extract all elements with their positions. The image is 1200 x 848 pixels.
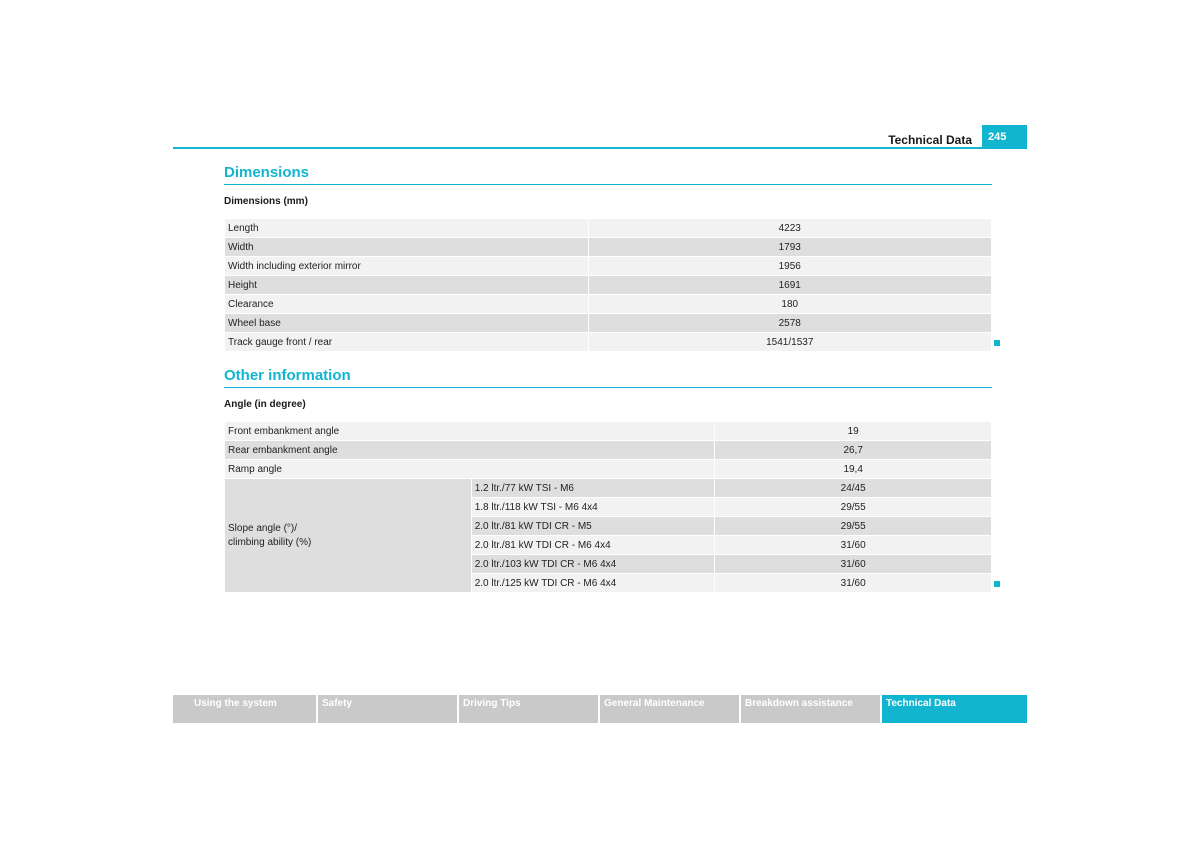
table-title-angle: Angle (in degree) xyxy=(224,399,306,410)
row-value: 180 xyxy=(588,295,991,314)
row-label: Clearance xyxy=(225,295,589,314)
row-value: 19,4 xyxy=(715,460,992,479)
section-heading-other-information: Other information xyxy=(224,367,351,384)
row-value: 1691 xyxy=(588,276,991,295)
nav-tab-safety[interactable]: Safety xyxy=(318,695,457,723)
table-row xyxy=(225,314,992,333)
engine-label: 2.0 ltr./81 kW TDI CR - M6 4x4 xyxy=(471,536,715,555)
row-label: Width including exterior mirror xyxy=(225,257,589,276)
chapter-nav xyxy=(173,695,1027,723)
slope-label-line2: climbing ability (%) xyxy=(228,536,312,548)
nav-tab-general-maintenance[interactable]: General Maintenance xyxy=(600,695,739,723)
table-row xyxy=(225,238,992,257)
section-rule xyxy=(224,184,992,185)
table-row xyxy=(225,276,992,295)
engine-label: 2.0 ltr./103 kW TDI CR - M6 4x4 xyxy=(471,555,715,574)
row-value: 4223 xyxy=(588,219,991,238)
row-value: 31/60 xyxy=(715,574,992,593)
row-value: 26,7 xyxy=(715,441,992,460)
dimensions-table xyxy=(224,218,992,352)
row-value: 1793 xyxy=(588,238,991,257)
row-label: Width xyxy=(225,238,589,257)
table-row xyxy=(225,460,992,479)
row-value: 31/60 xyxy=(715,536,992,555)
chapter-title: Technical Data xyxy=(888,133,972,147)
row-value: 19 xyxy=(715,422,992,441)
table-row xyxy=(225,219,992,238)
row-label: Length xyxy=(225,219,589,238)
row-value: 29/55 xyxy=(715,498,992,517)
table-row xyxy=(225,441,992,460)
nav-tab-technical-data[interactable]: Technical Data xyxy=(882,695,1027,723)
engine-label: 1.2 ltr./77 kW TSI - M6 xyxy=(471,479,715,498)
slope-label-line1: Slope angle (°)/ xyxy=(228,522,298,534)
row-value: 24/45 xyxy=(715,479,992,498)
row-value: 2578 xyxy=(588,314,991,333)
section-end-marker xyxy=(994,581,1000,587)
page-number: 245 xyxy=(982,125,1027,149)
slope-angle-label xyxy=(225,479,472,593)
section-rule xyxy=(224,387,992,388)
nav-tab-driving-tips[interactable]: Driving Tips xyxy=(459,695,598,723)
section-heading-dimensions: Dimensions xyxy=(224,164,310,181)
row-value: 1541/1537 xyxy=(588,333,991,352)
row-label: Height xyxy=(225,276,589,295)
angle-table xyxy=(224,421,992,593)
row-value: 29/55 xyxy=(715,517,992,536)
table-row xyxy=(225,422,992,441)
nav-tab-breakdown-assistance[interactable]: Breakdown assistance xyxy=(741,695,880,723)
row-label: Front embankment angle xyxy=(225,422,715,441)
row-label: Rear embankment angle xyxy=(225,441,715,460)
row-value: 1956 xyxy=(588,257,991,276)
table-row xyxy=(225,257,992,276)
engine-label: 2.0 ltr./81 kW TDI CR - M5 xyxy=(471,517,715,536)
table-row xyxy=(225,295,992,314)
row-value: 31/60 xyxy=(715,555,992,574)
table-row xyxy=(225,479,992,498)
row-label: Track gauge front / rear xyxy=(225,333,589,352)
header-rule xyxy=(173,147,1027,149)
nav-tab-using-the-system[interactable]: Using the system xyxy=(173,695,316,723)
row-label: Wheel base xyxy=(225,314,589,333)
row-label: Ramp angle xyxy=(225,460,715,479)
table-row xyxy=(225,333,992,352)
table-title-dimensions: Dimensions (mm) xyxy=(224,196,308,207)
engine-label: 2.0 ltr./125 kW TDI CR - M6 4x4 xyxy=(471,574,715,593)
section-end-marker xyxy=(994,340,1000,346)
engine-label: 1.8 ltr./118 kW TSI - M6 4x4 xyxy=(471,498,715,517)
